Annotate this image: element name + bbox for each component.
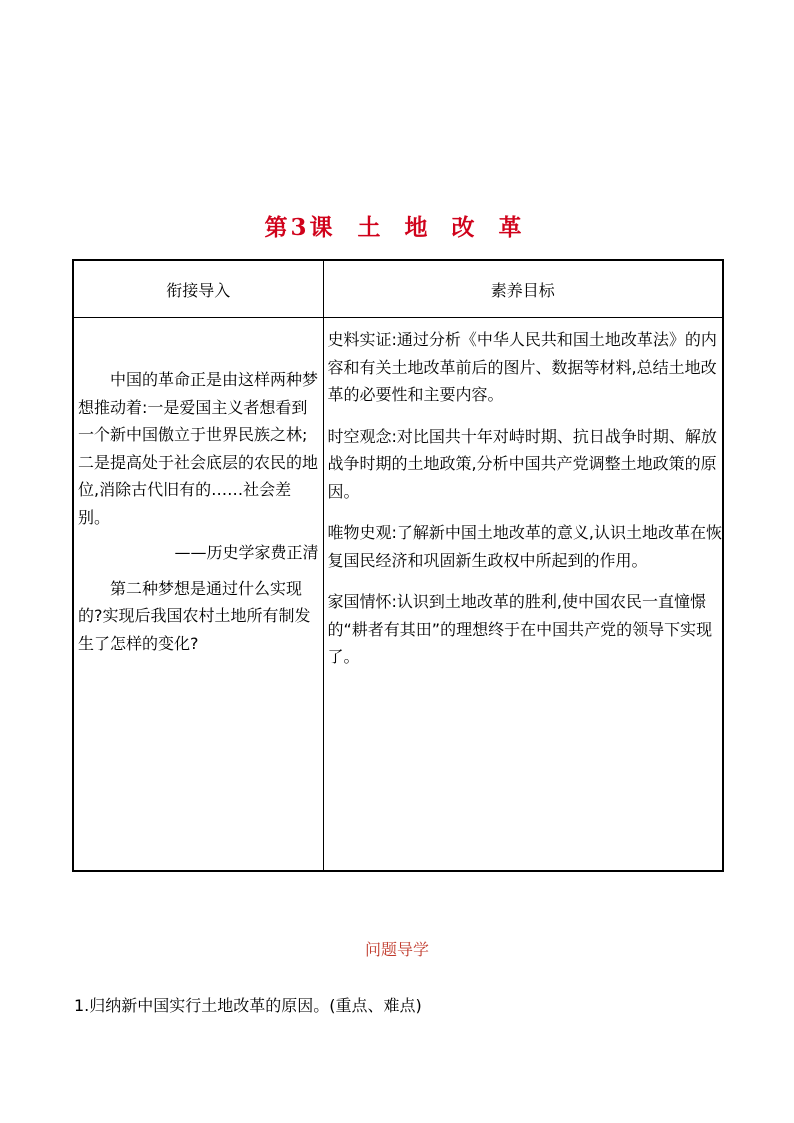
goals-cell bbox=[323, 318, 723, 872]
lesson-title-suffix: 课 bbox=[309, 215, 334, 241]
header-goals: 素养目标 bbox=[323, 260, 723, 318]
intro-cell bbox=[73, 318, 323, 872]
lesson-title bbox=[0, 210, 794, 246]
lesson-topic: 土 地 改 革 bbox=[357, 215, 530, 241]
goal-materialism: 唯物史观:了解新中国土地改革的意义,认识土地改革在恢复国民经济和巩固新生政权中所起到的作用。 bbox=[327, 523, 722, 570]
goal-spatiotemporal: 时空观念:对比国共十年对峙时期、抗日战争时期、解放战争时期的土地政策,分析中国共产党调整土地政策的原因。 bbox=[327, 426, 717, 501]
intro-goals-table bbox=[72, 259, 724, 872]
goal-historical-evidence: 史料实证:通过分析《中华人民共和国土地改革法》的内容和有关土地改革前后的图片、数据等材料,总结土地改革的必要性和主要内容。 bbox=[327, 330, 717, 404]
table-header-row bbox=[73, 260, 723, 318]
lesson-title-prefix: 第 bbox=[264, 215, 289, 241]
intro-quote: 中国的革命正是由这样两种梦想推动着:一是爱国主义者想看到一个新中国傲立于世界民族之林;二是提高处于社会底层的农民的地位,消除古代旧有的……社会差别。 bbox=[78, 370, 319, 527]
section-heading: 问题导学 bbox=[364, 940, 429, 959]
intro-question: 第二种梦想是通过什么实现的?实现后我国农村土地所有制发生了怎样的变化? bbox=[78, 578, 311, 653]
question-item: 1.归纳新中国实行土地改革的原因。(重点、难点) bbox=[74, 996, 422, 1015]
table-body-row bbox=[73, 318, 723, 872]
intro-attribution: ——历史学家费正清 bbox=[174, 543, 319, 562]
header-intro: 衔接导入 bbox=[73, 260, 323, 318]
lesson-number: 3 bbox=[290, 214, 308, 241]
goal-patriotism: 家国情怀:认识到土地改革的胜利,使中国农民一直憧憬的“耕者有其田”的理想终于在中国共产党的领导下实现了。 bbox=[327, 592, 713, 666]
